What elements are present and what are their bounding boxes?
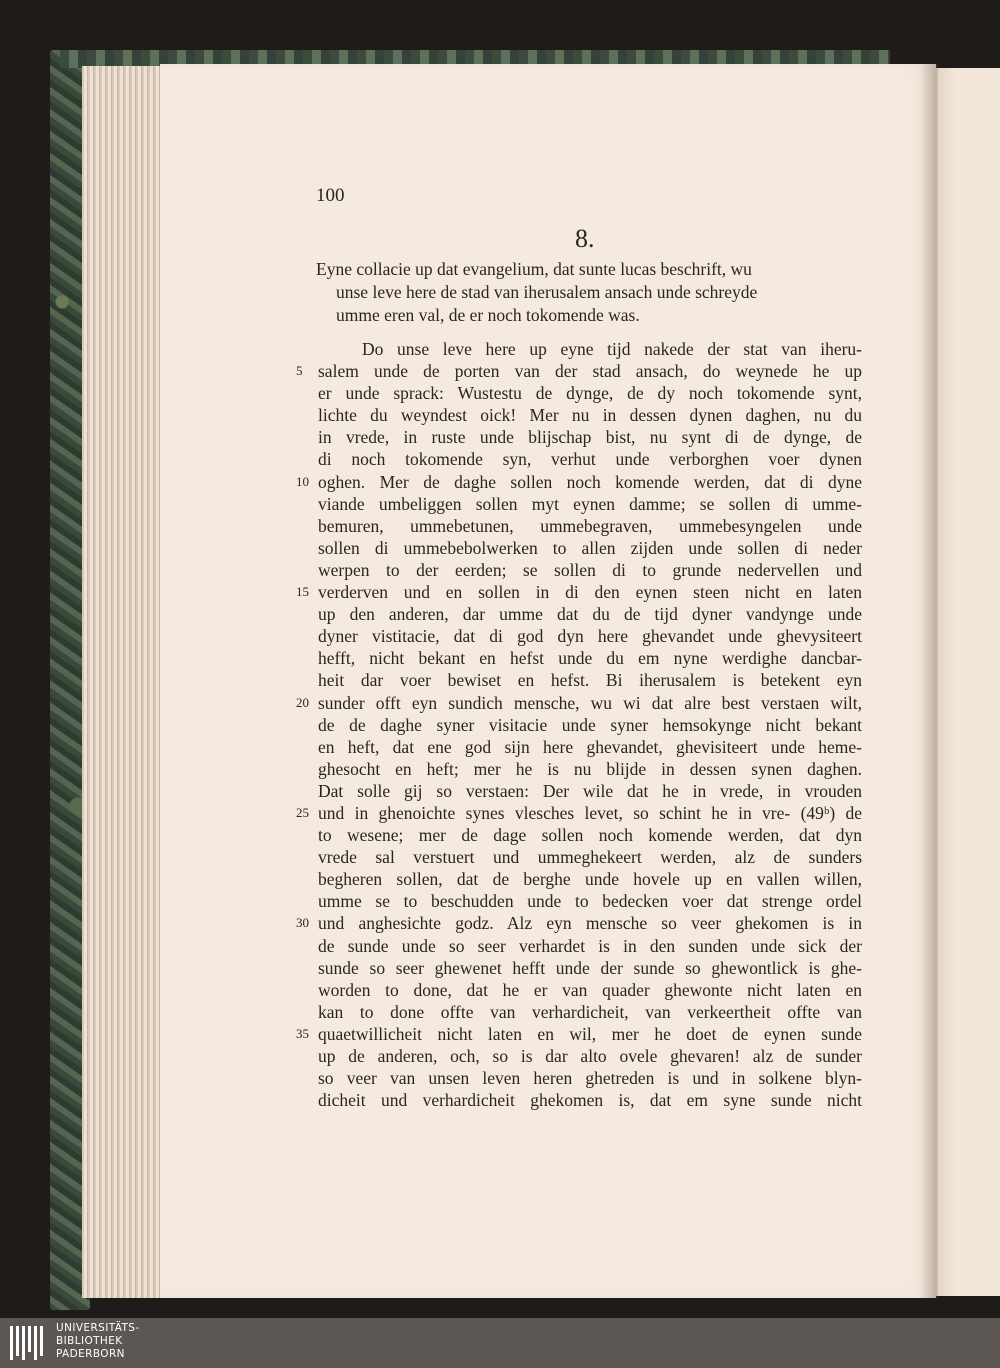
- text-line: [296, 471, 862, 493]
- text-line: [318, 1045, 862, 1067]
- line-text: heit dar voer bewiset en hefst. Bi iherusalem is betekent eyn: [318, 670, 862, 691]
- text-line: [296, 581, 862, 603]
- heading-line: unse leve here de stad van iherusalem ansach unde schreyde: [336, 282, 758, 302]
- line-text: sollen di ummebebolwerken to allen zijden unde sollen di neder: [318, 537, 862, 558]
- text-line: [318, 669, 862, 691]
- text-line: [318, 979, 862, 1001]
- line-text: verderven und en sollen in di den eynen steen nicht en laten: [318, 582, 862, 603]
- page-edges: [82, 66, 162, 1298]
- text-line: [296, 1023, 862, 1045]
- line-text: umme se to beschudden unde to bedecken voer dat strenge ordel: [318, 891, 862, 912]
- text-line: [318, 868, 862, 890]
- text-line: [318, 647, 862, 669]
- line-text: werpen to der eerden; se sollen di to grunde nedervellen und: [318, 559, 862, 580]
- chapter-heading: [316, 258, 868, 327]
- heading-line: Eyne collacie up dat evangelium, dat sunte lucas beschrift, wu: [316, 259, 752, 279]
- text-line: [318, 338, 862, 360]
- line-text: quaetwillicheit nicht laten en wil, mer he doet de eynen sunde: [318, 1023, 862, 1044]
- text-line: [318, 1067, 862, 1089]
- gutter-shadow: [920, 64, 938, 1298]
- text-line: [318, 515, 862, 537]
- line-text: vrede sal verstuert und ummeghekeert werden, alz de sunders: [318, 847, 862, 868]
- line-number: 10: [296, 473, 309, 489]
- body-text: [296, 338, 862, 1111]
- line-number: 20: [296, 694, 309, 710]
- line-text: en heft, dat ene god sijn here ghevandet, ghevisiteert unde heme-: [318, 736, 862, 757]
- text-line: [318, 603, 862, 625]
- text-line: [318, 493, 862, 515]
- line-text: Do unse leve here up eyne tijd nakede der stat van iheru-: [362, 339, 862, 359]
- line-text: viande umbeliggen sollen myt eynen damme; se sollen di umme-: [318, 493, 862, 514]
- text-line: [318, 426, 862, 448]
- text-line: [318, 625, 862, 647]
- line-text: to wesene; mer de dage sollen noch komende werden, dat dyn: [318, 825, 862, 846]
- text-line: [296, 802, 862, 824]
- line-text: up de anderen, och, so is dar alto ovele ghevaren! alz de sunder: [318, 1046, 862, 1066]
- library-name: [56, 1322, 140, 1361]
- line-text: und anghesichte godz. Alz eyn mensche so veer ghekomen is in: [318, 913, 862, 934]
- chapter-number: 8.: [575, 224, 595, 253]
- line-number: 5: [296, 363, 303, 379]
- library-name-line: PADERBORN: [56, 1348, 125, 1360]
- text-line: [318, 714, 862, 736]
- line-text: salem unde de porten van der stad ansach, do weynede he up: [318, 361, 862, 382]
- line-text: sunder offt eyn sundich mensche, wu wi dat alre best verstaen wilt,: [318, 692, 862, 713]
- line-text: in vrede, in ruste unde blijschap bist, nu synt di de dynge, de: [318, 427, 862, 448]
- line-text: de de daghe syner visitacie unde syner hemsokynge nicht bekant: [318, 714, 862, 735]
- text-line: [318, 559, 862, 581]
- line-text: Dat solle gij so verstaen: Der wile dat he in vrede, in vrouden: [318, 780, 862, 801]
- text-line: [318, 1089, 862, 1111]
- text-line: [318, 935, 862, 957]
- line-text: oghen. Mer de daghe sollen noch komende werden, dat di dyne: [318, 471, 862, 492]
- text-line: [318, 736, 862, 758]
- line-text: so veer van unsen leven heren ghetreden is und in solkene blyn-: [318, 1068, 862, 1089]
- text-line: [318, 382, 862, 404]
- text-line: [318, 448, 862, 470]
- text-line: [318, 1001, 862, 1023]
- footer-bar: [0, 1318, 1000, 1368]
- text-line: [318, 404, 862, 426]
- text-line: [296, 692, 862, 714]
- line-number: 15: [296, 584, 309, 600]
- line-text: er unde sprack: Wustestu de dynge, de dy noch tokomende synt,: [318, 383, 862, 404]
- line-text: worden to done, dat he er van quader ghewonte nicht laten en: [318, 979, 862, 1000]
- text-line: [296, 912, 862, 934]
- text-line: [318, 957, 862, 979]
- line-text: di noch tokomende syn, verhut unde verborghen voer dynen: [318, 449, 862, 470]
- line-text: bemuren, ummebetunen, ummebegraven, ummebesyngelen unde: [318, 515, 862, 536]
- line-number: 30: [296, 915, 309, 931]
- text-line: [318, 780, 862, 802]
- text-line: [318, 537, 862, 559]
- text-line: [318, 846, 862, 868]
- heading-line: umme eren val, de er noch tokomende was.: [336, 305, 640, 325]
- line-text: begheren sollen, dat de berghe unde hovele up en vallen willen,: [318, 869, 862, 890]
- line-text: und in ghenoichte synes vlesches levet, so schint he in vre- (49ᵇ) de: [318, 802, 862, 823]
- line-text: up den anderen, dar umme dat du de tijd dyner vandynge unde: [318, 604, 862, 625]
- line-text: ghesocht en heft; mer he is nu blijde in dessen synen daghen.: [318, 758, 862, 779]
- line-text: de sunde unde so seer verhardet is in den sunden unde sick der: [318, 935, 862, 956]
- library-name-line: UNIVERSITÄTS-: [56, 1322, 140, 1334]
- page-number: 100: [316, 185, 345, 206]
- line-number: 25: [296, 804, 309, 820]
- text-line: [296, 360, 862, 382]
- line-number: 35: [296, 1025, 309, 1041]
- library-name-line: BIBLIOTHEK: [56, 1335, 123, 1347]
- line-text: hefft, nicht bekant en hefst unde du em nyne werdighe dancbar-: [318, 648, 862, 669]
- text-line: [318, 824, 862, 846]
- library-logo-icon: [8, 1324, 46, 1362]
- line-text: dicheit und verhardicheit ghekomen is, dat em syne sunde nicht: [318, 1090, 862, 1111]
- line-text: lichte du weyndest oick! Mer nu in dessen dynen daghen, nu du: [318, 405, 862, 426]
- line-text: kan to done offte van verhardicheit, van verkeertheit offte van: [318, 1001, 862, 1022]
- line-text: dyner vistitacie, dat di god dyn here ghevandet unde ghevysiteert: [318, 626, 862, 647]
- text-line: [318, 758, 862, 780]
- text-line: [318, 890, 862, 912]
- line-text: sunde so seer ghewenet hefft unde der sunde so ghewontlick is ghe-: [318, 957, 862, 978]
- facing-page: [936, 68, 1000, 1296]
